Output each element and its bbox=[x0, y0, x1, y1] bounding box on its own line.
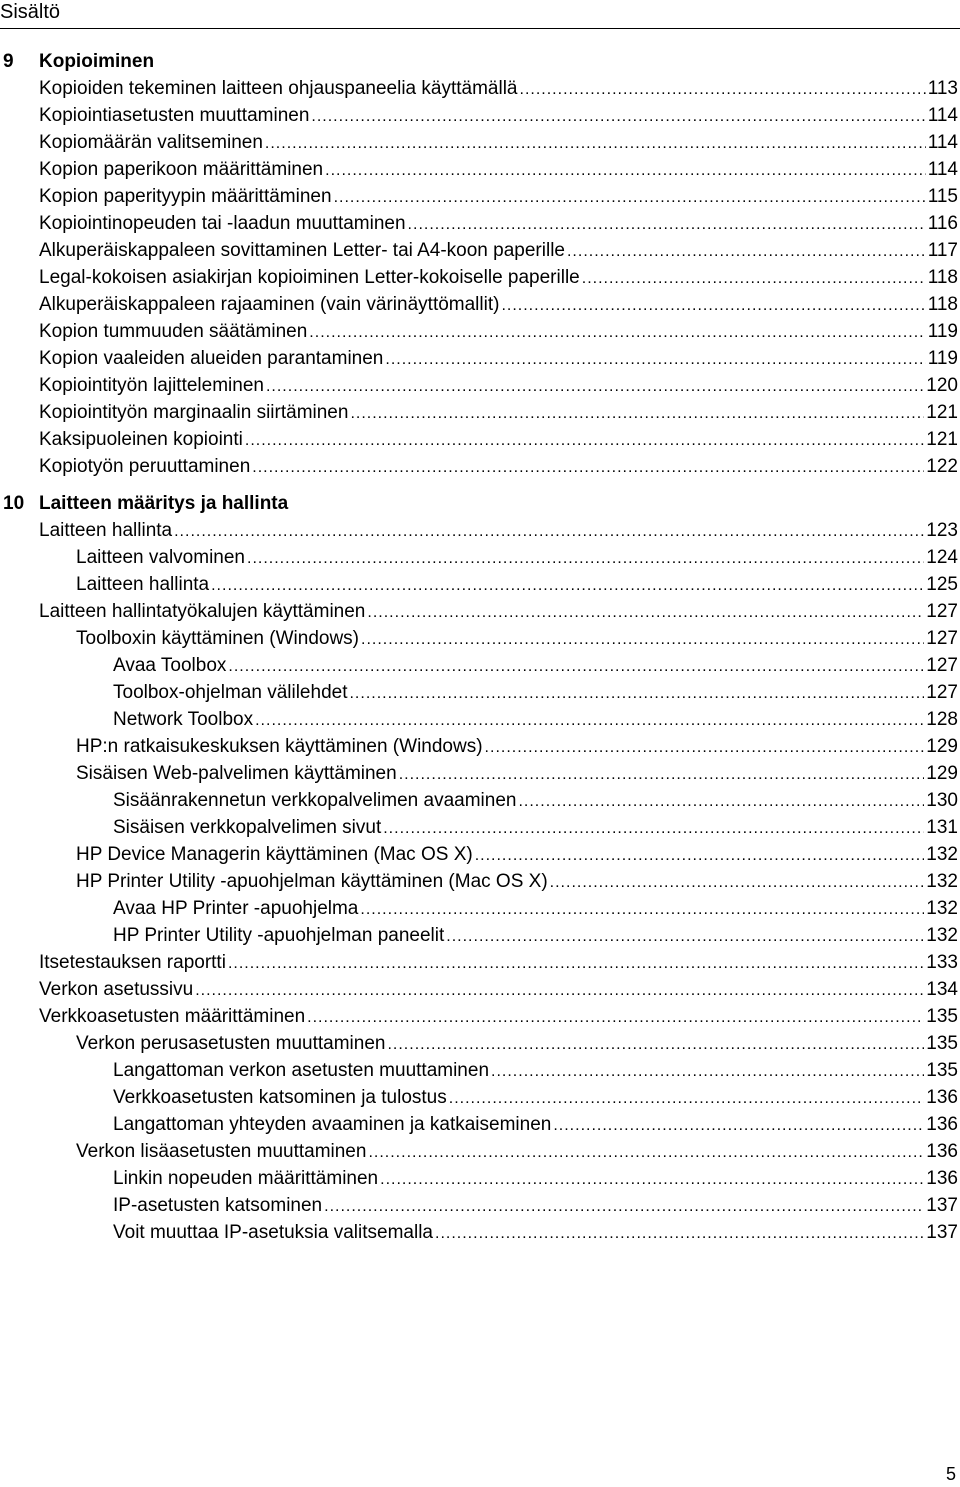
toc-entry[interactable] bbox=[0, 1192, 960, 1219]
toc-entry[interactable] bbox=[0, 345, 960, 372]
toc-entry-label: Kopiomäärän valitseminen bbox=[39, 132, 263, 153]
toc-entry-label: Legal-kokoisen asiakirjan kopioiminen Letter-kokoiselle paperille bbox=[39, 267, 580, 288]
toc-entry-label: Alkuperäiskappaleen rajaaminen (vain värinäyttömallit) bbox=[39, 294, 500, 315]
dot-leader bbox=[387, 1031, 924, 1058]
toc-entry[interactable] bbox=[0, 787, 960, 814]
toc-page-number: 116 bbox=[927, 213, 958, 234]
toc-entry-label: Kopion paperityypin määrittäminen bbox=[39, 186, 332, 207]
toc-entry[interactable] bbox=[0, 652, 960, 679]
header-divider bbox=[0, 28, 960, 29]
toc-page-number: 114 bbox=[927, 105, 958, 126]
toc-entry-label: Verkon lisäasetusten muuttaminen bbox=[76, 1141, 367, 1162]
dot-leader bbox=[334, 184, 926, 211]
toc-entry[interactable] bbox=[0, 1111, 960, 1138]
toc-entry-label: Laitteen hallintatyökalujen käyttäminen bbox=[39, 601, 366, 622]
toc-page-number: 127 bbox=[926, 628, 958, 649]
chapter-title: Laitteen määritys ja hallinta bbox=[39, 493, 289, 514]
toc-entry-label: Kopiotyön peruuttaminen bbox=[39, 456, 251, 477]
toc-page-number: 113 bbox=[927, 78, 958, 99]
toc-entry[interactable] bbox=[0, 1138, 960, 1165]
toc-page-number: 115 bbox=[927, 186, 958, 207]
toc-entry-label: Langattoman verkon asetusten muuttaminen bbox=[113, 1060, 490, 1081]
toc-entry[interactable] bbox=[0, 426, 960, 453]
toc-entry[interactable] bbox=[0, 976, 960, 1003]
chapter-number: 10 bbox=[3, 493, 25, 514]
dot-leader bbox=[265, 130, 926, 157]
toc-entry-label: Avaa Toolbox bbox=[113, 655, 227, 676]
dot-leader bbox=[311, 103, 925, 130]
toc-entry[interactable] bbox=[0, 841, 960, 868]
dot-leader bbox=[361, 626, 924, 653]
toc-page-number: 135 bbox=[926, 1060, 958, 1081]
toc-entry-label: HP:n ratkaisukeskuksen käyttäminen (Windows) bbox=[76, 736, 483, 757]
dot-leader bbox=[247, 545, 924, 572]
dot-leader bbox=[252, 454, 924, 481]
toc-page-number: 125 bbox=[926, 574, 958, 595]
toc-page-number: 117 bbox=[927, 240, 958, 261]
chapter-heading[interactable] bbox=[0, 48, 960, 75]
dot-leader bbox=[307, 1004, 924, 1031]
toc-entry[interactable] bbox=[0, 814, 960, 841]
dot-leader bbox=[550, 869, 925, 896]
toc-page-number: 132 bbox=[926, 925, 958, 946]
toc-entry[interactable] bbox=[0, 1219, 960, 1246]
dot-leader bbox=[266, 373, 924, 400]
toc-page-number: 136 bbox=[926, 1087, 958, 1108]
toc-page-number: 119 bbox=[927, 348, 958, 369]
dot-leader bbox=[408, 211, 926, 238]
dot-leader bbox=[385, 346, 925, 373]
toc-page-number: 132 bbox=[926, 844, 958, 865]
toc-entry[interactable] bbox=[0, 1003, 960, 1030]
dot-leader bbox=[309, 319, 925, 346]
toc-page-number: 114 bbox=[927, 132, 958, 153]
dot-leader bbox=[380, 1166, 924, 1193]
toc-entry[interactable] bbox=[0, 399, 960, 426]
toc-entry-label: HP Printer Utility -apuohjelman käyttäminen (Mac OS X) bbox=[76, 871, 548, 892]
toc-entry-label: Kopiointinopeuden tai -laadun muuttaminen bbox=[39, 213, 406, 234]
toc-page-number: 129 bbox=[926, 763, 958, 784]
toc-page-number: 133 bbox=[926, 952, 958, 973]
toc-entry[interactable] bbox=[0, 949, 960, 976]
toc-entry[interactable] bbox=[0, 372, 960, 399]
toc-entry[interactable] bbox=[0, 210, 960, 237]
toc-entry[interactable] bbox=[0, 733, 960, 760]
dot-leader bbox=[582, 265, 926, 292]
dot-leader bbox=[174, 518, 924, 545]
dot-leader bbox=[383, 815, 924, 842]
toc-entry[interactable] bbox=[0, 453, 960, 480]
toc-page-number: 136 bbox=[926, 1114, 958, 1135]
dot-leader bbox=[435, 1220, 924, 1247]
toc-entry[interactable] bbox=[0, 868, 960, 895]
dot-leader bbox=[367, 599, 924, 626]
toc-entry-label: Kopioiden tekeminen laitteen ohjauspaneelia käyttämällä bbox=[39, 78, 518, 99]
dot-leader bbox=[399, 761, 925, 788]
toc-entry-label: Kopion tummuuden säätäminen bbox=[39, 321, 308, 342]
toc-page-number: 123 bbox=[926, 520, 958, 541]
toc-entry-label: Voit muuttaa IP-asetuksia valitsemalla bbox=[113, 1222, 433, 1243]
toc-page-number: 134 bbox=[926, 979, 958, 1000]
toc-page-number: 129 bbox=[926, 736, 958, 757]
toc-page-number: 132 bbox=[926, 871, 958, 892]
toc-entry-label: Sisäisen verkkopalvelimen sivut bbox=[113, 817, 382, 838]
toc-entry-label: Avaa HP Printer -apuohjelma bbox=[113, 898, 359, 919]
toc-entry[interactable] bbox=[0, 571, 960, 598]
chapter-number: 9 bbox=[3, 51, 14, 72]
toc-entry[interactable] bbox=[0, 318, 960, 345]
toc-entry-label: Laitteen valvominen bbox=[76, 547, 245, 568]
toc-entry[interactable] bbox=[0, 129, 960, 156]
toc-entry-label: Verkkoasetusten katsominen ja tulostus bbox=[113, 1087, 447, 1108]
dot-leader bbox=[255, 707, 924, 734]
dot-leader bbox=[228, 950, 924, 977]
dot-leader bbox=[349, 680, 924, 707]
chapter-title: Kopioiminen bbox=[39, 51, 155, 72]
toc-page-number: 131 bbox=[926, 817, 958, 838]
dot-leader bbox=[195, 977, 924, 1004]
dot-leader bbox=[368, 1139, 924, 1166]
toc-page-number: 127 bbox=[926, 601, 958, 622]
dot-leader bbox=[553, 1112, 924, 1139]
toc-entry-label: IP-asetusten katsominen bbox=[113, 1195, 323, 1216]
toc-entry-label: Toolboxin käyttäminen (Windows) bbox=[76, 628, 360, 649]
toc-page-number: 127 bbox=[926, 655, 958, 676]
toc-entry[interactable] bbox=[0, 760, 960, 787]
toc-entry-label: Kopiointityön lajitteleminen bbox=[39, 375, 264, 396]
chapter-section bbox=[0, 490, 960, 1246]
toc-entry[interactable] bbox=[0, 598, 960, 625]
toc-entry-label: Kopion paperikoon määrittäminen bbox=[39, 159, 324, 180]
toc-entry-label: Network Toolbox bbox=[113, 709, 254, 730]
toc-page-number: 127 bbox=[926, 682, 958, 703]
table-of-contents bbox=[0, 48, 960, 1246]
toc-page-number: 137 bbox=[926, 1195, 958, 1216]
dot-leader bbox=[350, 400, 924, 427]
dot-leader bbox=[567, 238, 926, 265]
toc-entry-label: Verkon asetussivu bbox=[39, 979, 194, 1000]
page-title: Sisältö bbox=[0, 1, 61, 23]
toc-entry-label: Verkon perusasetusten muuttaminen bbox=[76, 1033, 386, 1054]
toc-entry-label: HP Printer Utility -apuohjelman paneelit bbox=[113, 925, 445, 946]
toc-entry-label: Linkin nopeuden määrittäminen bbox=[113, 1168, 379, 1189]
toc-page-number: 128 bbox=[926, 709, 958, 730]
toc-page-number: 121 bbox=[926, 429, 958, 450]
toc-entry[interactable] bbox=[0, 625, 960, 652]
toc-entry[interactable] bbox=[0, 544, 960, 571]
toc-entry[interactable] bbox=[0, 1165, 960, 1192]
toc-page-number: 118 bbox=[927, 294, 958, 315]
toc-page-number: 137 bbox=[926, 1222, 958, 1243]
page-number: 5 bbox=[945, 1464, 956, 1484]
dot-leader bbox=[485, 734, 925, 761]
dot-leader bbox=[501, 292, 925, 319]
toc-entry-label: Alkuperäiskappaleen sovittaminen Letter- tai A4-koon paperille bbox=[39, 240, 565, 261]
toc-entry-label: Kopion vaaleiden alueiden parantaminen bbox=[39, 348, 384, 369]
toc-entry[interactable] bbox=[0, 237, 960, 264]
toc-page-number: 132 bbox=[926, 898, 958, 919]
toc-entry[interactable] bbox=[0, 156, 960, 183]
toc-entry[interactable] bbox=[0, 1084, 960, 1111]
toc-entry[interactable] bbox=[0, 922, 960, 949]
toc-page-number: 136 bbox=[926, 1141, 958, 1162]
dot-leader bbox=[325, 157, 926, 184]
dot-leader bbox=[446, 923, 924, 950]
toc-entry[interactable] bbox=[0, 1057, 960, 1084]
toc-entry[interactable] bbox=[0, 1030, 960, 1057]
toc-entry-label: Laitteen hallinta bbox=[76, 574, 210, 595]
dot-leader bbox=[475, 842, 925, 869]
toc-entry[interactable] bbox=[0, 75, 960, 102]
toc-entry[interactable] bbox=[0, 895, 960, 922]
toc-entry[interactable] bbox=[0, 706, 960, 733]
page-header bbox=[0, 0, 960, 30]
toc-page-number: 124 bbox=[926, 547, 958, 568]
dot-leader bbox=[449, 1085, 925, 1112]
toc-entry[interactable] bbox=[0, 517, 960, 544]
chapter-section bbox=[0, 48, 960, 480]
toc-page-number: 121 bbox=[926, 402, 958, 423]
toc-entry[interactable] bbox=[0, 183, 960, 210]
toc-entry[interactable] bbox=[0, 102, 960, 129]
toc-entry-label: Kopiointityön marginaalin siirtäminen bbox=[39, 402, 349, 423]
toc-entry-label: Toolbox-ohjelman välilehdet bbox=[113, 682, 348, 703]
dot-leader bbox=[324, 1193, 924, 1220]
dot-leader bbox=[518, 788, 924, 815]
toc-page-number: 135 bbox=[926, 1006, 958, 1027]
dot-leader bbox=[228, 653, 924, 680]
toc-entry-label: HP Device Managerin käyttäminen (Mac OS X) bbox=[76, 844, 473, 865]
toc-page-number: 120 bbox=[926, 375, 958, 396]
dot-leader bbox=[211, 572, 924, 599]
dot-leader bbox=[360, 896, 924, 923]
toc-page-number: 119 bbox=[927, 321, 958, 342]
toc-page-number: 136 bbox=[926, 1168, 958, 1189]
toc-entry-label: Sisäisen Web-palvelimen käyttäminen bbox=[76, 763, 397, 784]
toc-page-number: 130 bbox=[926, 790, 958, 811]
toc-page-number: 122 bbox=[926, 456, 958, 477]
toc-entry-label: Laitteen hallinta bbox=[39, 520, 173, 541]
toc-page-number: 118 bbox=[927, 267, 958, 288]
dot-leader bbox=[491, 1058, 924, 1085]
toc-page-number: 114 bbox=[927, 159, 958, 180]
dot-leader bbox=[245, 427, 924, 454]
dot-leader bbox=[520, 76, 926, 103]
toc-entry[interactable] bbox=[0, 679, 960, 706]
toc-entry-label: Verkkoasetusten määrittäminen bbox=[39, 1006, 306, 1027]
toc-entry-label: Sisäänrakennetun verkkopalvelimen avaaminen bbox=[113, 790, 517, 811]
toc-entry[interactable] bbox=[0, 291, 960, 318]
toc-entry[interactable] bbox=[0, 264, 960, 291]
toc-page-number: 135 bbox=[926, 1033, 958, 1054]
toc-entry-label: Kaksipuoleinen kopiointi bbox=[39, 429, 243, 450]
toc-entry-label: Itsetestauksen raportti bbox=[39, 952, 226, 973]
toc-entry-label: Kopiointiasetusten muuttaminen bbox=[39, 105, 310, 126]
chapter-heading[interactable] bbox=[0, 490, 960, 517]
toc-entry-label: Langattoman yhteyden avaaminen ja katkaiseminen bbox=[113, 1114, 552, 1135]
